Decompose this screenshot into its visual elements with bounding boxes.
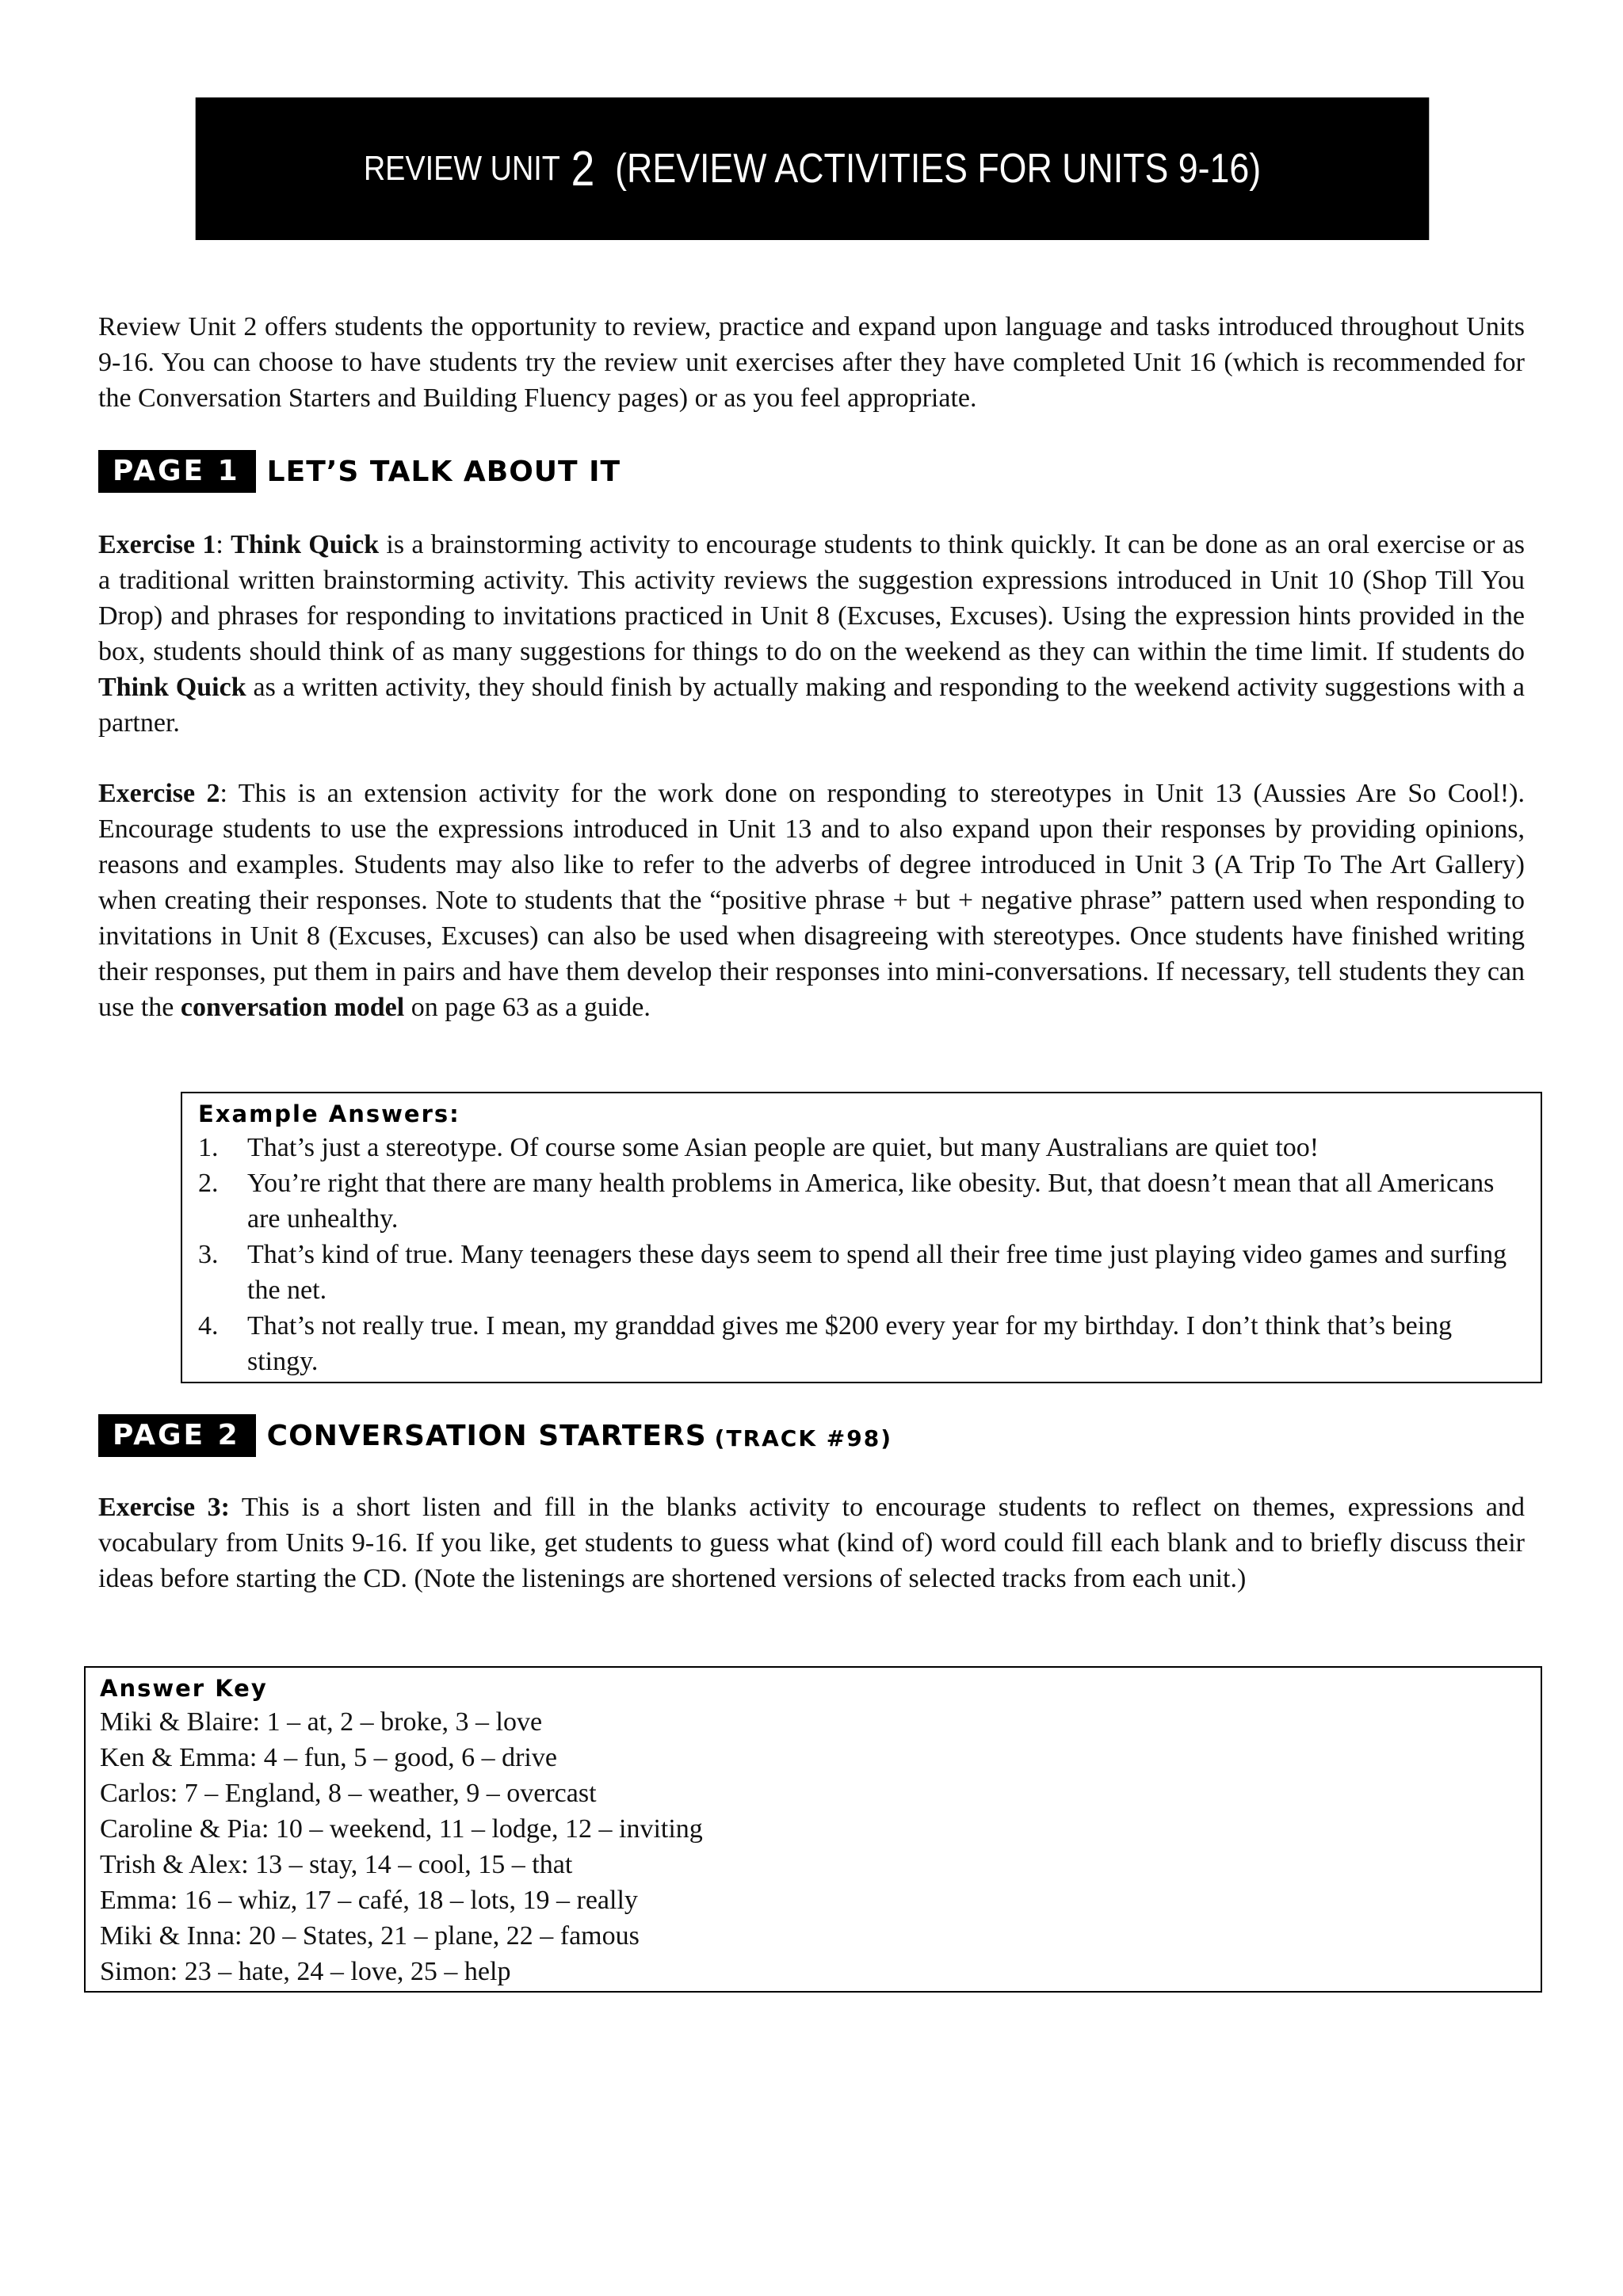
banner-subtitle: (REVIEW ACTIVITIES FOR UNITS 9-16) [615,146,1262,192]
section-page-2-heading [98,1414,892,1457]
example-answers-heading: Example Answers: [198,1100,460,1127]
banner-prefix: REVIEW UNIT [363,149,560,188]
exercise-1-separator: : [216,530,231,559]
exercise-3-text: This is a short listen and fill in the blanks activity to encourage students to reflect on themes, expressions and vocabulary from Units 9-16. If you like, get students to guess what (kind of) word could fill each blank and to briefly discuss their ideas before starting the CD. (Note the listenings are shortened versions of selected tracks from each unit.) [98,1493,1526,1593]
unit-title-banner [196,97,1430,240]
list-item-number: 4. [198,1311,219,1341]
exercise-1-label: Exercise 1 [98,530,216,559]
page-1-title: LET’S TALK ABOUT IT [266,455,621,488]
exercise-1-paragraph [98,527,1525,741]
answer-key-line: Miki & Blaire: 1 – at, 2 – broke, 3 – love [100,1707,543,1737]
exercise-2-label: Exercise 2 [98,779,220,808]
exercise-2-text-a: : This is an extension activity for the work done on responding to stereotypes in Unit 13 (Aussies Are So Cool!). Encourage students to use the expressions introduced in Unit 13 and to also expand upon their responses by providing opinions, reasons and examples. Students may also like to refer to the adverbs of degree introduced in Unit 3 (A Trip To The Art Gallery) when creating their responses. Note to students that the “positive phrase + but + negative phrase” pattern used when responding to invitations in Unit 8 (Excuses, Excuses) can also be used when disagreeing with stereotypes. Once students have finished writing their responses, put them in pairs and have them develop their responses into mini-conversations. If necessary, tell students they can use the [98,779,1525,1022]
exercise-1-term-think-quick: Think Quick [231,530,380,559]
list-item-number: 2. [198,1169,219,1198]
list-item-text: That’s not really true. I mean, my granddad gives me $200 every year for my birthday. I don’t think that’s being stingy. [247,1311,1453,1376]
exercise-1-text-b: as a written activity, they should finish by actually making and responding to the weekend activity suggestions with a partner. [98,673,1526,738]
page-2-title: CONVERSATION STARTERS [266,1419,707,1452]
page-2-track-label: (TRACK #98) [714,1425,893,1451]
list-item-number: 1. [198,1133,219,1162]
exercise-1-term-think-quick-2: Think Quick [98,673,246,702]
answer-key-box [84,1666,1542,1993]
answer-key-line: Miki & Inna: 20 – States, 21 – plane, 22 – famous [100,1921,640,1951]
answer-key-line: Caroline & Pia: 10 – weekend, 11 – lodge, 12 – inviting [100,1814,703,1844]
answer-key-line: Carlos: 7 – England, 8 – weather, 9 – overcast [100,1779,597,1808]
exercise-2-term-conversation-model: conversation model [180,993,405,1022]
list-item [198,1165,1526,1237]
list-item [198,1308,1526,1379]
intro-paragraph: Review Unit 2 offers students the opportunity to review, practice and expand upon language and tasks introduced throughout Units 9-16. You can choose to have students try the review unit exercises after they have completed Unit 16 (which is recommended for the Conversation Starters and Building Fluency pages) or as you feel appropriate. [98,312,1525,413]
page-1-tag: PAGE 1 [98,450,256,493]
answer-key-line: Simon: 23 – hate, 24 – love, 25 – help [100,1957,511,1986]
section-page-1-heading [98,450,621,493]
list-item-text: That’s kind of true. Many teenagers these days seem to spend all their free time just playing video games and surfing the net. [247,1240,1507,1305]
example-answers-box [181,1092,1542,1383]
page-2-tag: PAGE 2 [98,1414,256,1457]
exercise-3-paragraph [98,1489,1525,1596]
exercise-2-paragraph [98,776,1525,1025]
answer-key-heading: Answer Key [100,1675,268,1702]
exercise-1-text-a: is a brainstorming activity to encourage students to think quickly. It can be done as an oral exercise or as a traditional written brainstorming activity. This activity reviews the suggestion expressions introduced in Unit 10 (Shop Till You Drop) and phrases for responding to invitations practiced in Unit 8 (Excuses, Excuses). Using the expression hints provided in the box, students should think of as many suggestions for things to do on the weekend as they can within the time limit. If students do [98,530,1526,666]
list-item-text: That’s just a stereotype. Of course some Asian people are quiet, but many Australians are quiet too! [247,1133,1319,1162]
exercise-2-text-b: on page 63 as a guide. [404,993,651,1022]
answer-key-line: Ken & Emma: 4 – fun, 5 – good, 6 – drive [100,1743,557,1772]
list-item-number: 3. [198,1240,219,1269]
list-item [198,1237,1526,1308]
example-answers-list [198,1130,1526,1379]
list-item-text: You’re right that there are many health problems in America, like obesity. But, that doesn’t mean that all Americans are unhealthy. [247,1169,1495,1234]
banner-unit-number: 2 [571,141,595,196]
list-item [198,1130,1526,1165]
exercise-3-label: Exercise 3: [98,1493,230,1522]
answer-key-line: Trish & Alex: 13 – stay, 14 – cool, 15 – that [100,1850,573,1879]
answer-key-line: Emma: 16 – whiz, 17 – café, 18 – lots, 19 – really [100,1886,638,1915]
